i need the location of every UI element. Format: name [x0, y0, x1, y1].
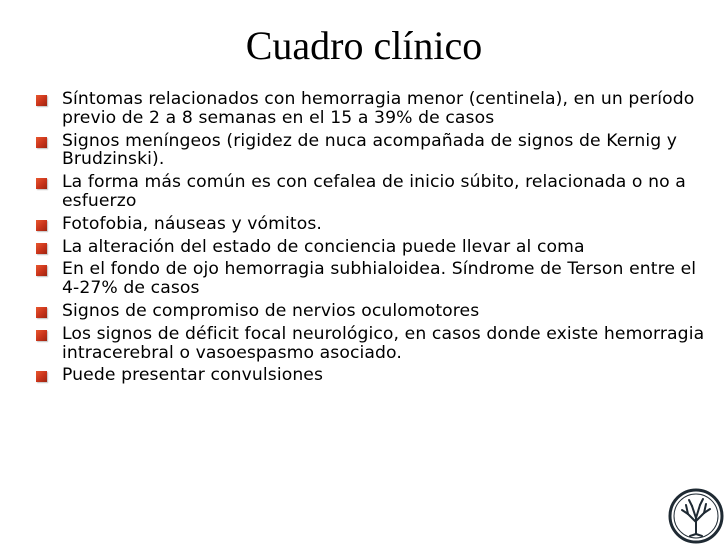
- bullet-text: Los signos de déficit focal neurológico, en casos donde existe hemorragia intracerebral o vasoespasmo asociado.: [62, 323, 705, 363]
- square-bullet-icon: [36, 95, 47, 106]
- bullet-text: La alteración del estado de conciencia puede llevar al coma: [62, 236, 585, 257]
- bullet-text: Signos de compromiso de nervios oculomotores: [62, 300, 480, 321]
- square-bullet-icon: [36, 307, 47, 318]
- list-item: [36, 325, 706, 363]
- slide-title: Cuadro clínico: [245, 23, 483, 68]
- square-bullet-icon: [36, 137, 47, 148]
- list-item: [36, 132, 706, 170]
- list-item: [36, 215, 706, 234]
- tree-logo-icon: [668, 488, 724, 544]
- list-item: [36, 302, 706, 321]
- bullet-list: [36, 90, 706, 389]
- bullet-text: En el fondo de ojo hemorragia subhialoidea. Síndrome de Terson entre el 4-27% de casos: [62, 259, 697, 299]
- square-bullet-icon: [36, 330, 47, 341]
- square-bullet-icon: [36, 220, 47, 231]
- list-item: [36, 173, 706, 211]
- list-item: [36, 366, 706, 385]
- square-bullet-icon: [36, 265, 47, 276]
- list-item: [36, 260, 706, 298]
- square-bullet-icon: [36, 243, 47, 254]
- bullet-text: La forma más común es con cefalea de inicio súbito, relacionada o no a esfuerzo: [62, 172, 686, 211]
- bullet-text: Puede presentar convulsiones: [62, 365, 324, 386]
- bullet-text: Síntomas relacionados con hemorragia menor (centinela), en un período previo de 2 a 8 semanas en el 15 a 39% de casos: [62, 89, 695, 128]
- square-bullet-icon: [36, 178, 47, 189]
- bullet-text: Signos meníngeos (rigidez de nuca acompañada de signos de Kernig y Brudzinski).: [62, 130, 678, 170]
- list-item: [36, 238, 706, 257]
- list-item: [36, 90, 706, 128]
- square-bullet-icon: [36, 371, 47, 382]
- bullet-text: Fotofobia, náuseas y vómitos.: [62, 213, 322, 234]
